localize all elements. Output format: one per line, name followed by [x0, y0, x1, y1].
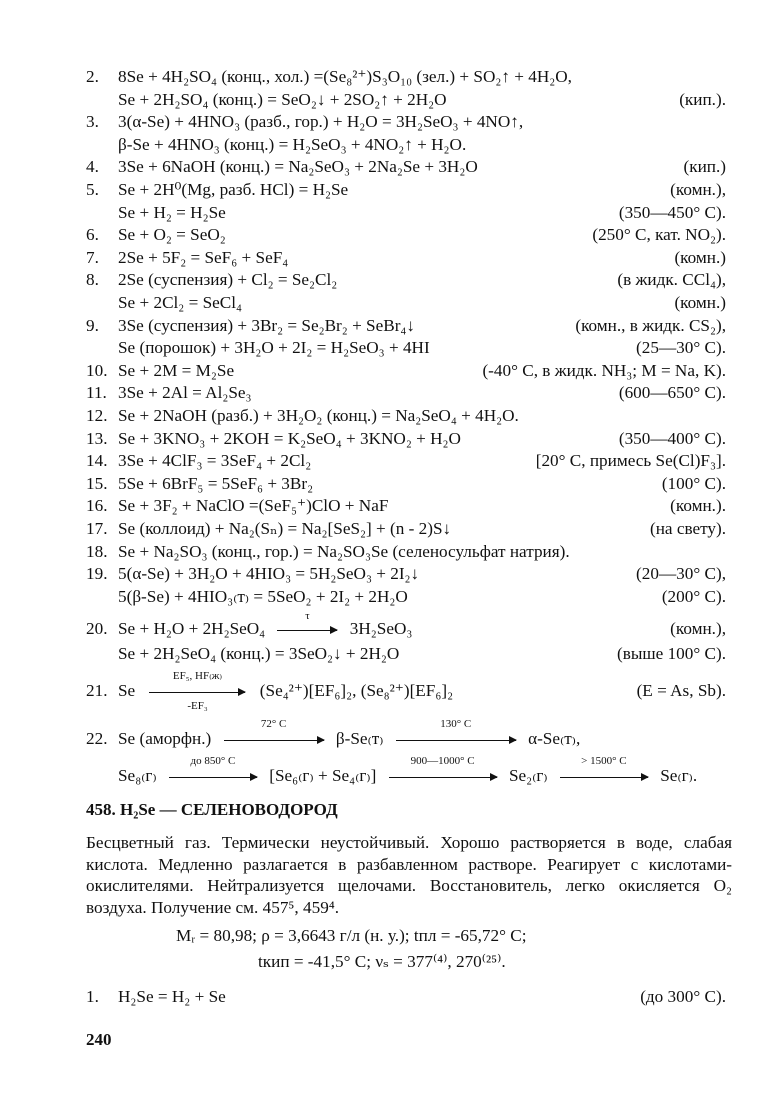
arrow-label-bottom: -EF₃: [187, 700, 208, 712]
reaction-equation: Se + 2NaOH (разб.) + 3H₂O₂ (конц.) = Na₂SeO₄ + 4H₂O.: [118, 406, 519, 425]
reaction-arrow: [275, 610, 339, 640]
reaction-condition: (600—650° C).: [618, 383, 726, 403]
reaction-line: [0, 156, 768, 178]
reaction-number: 16.: [86, 496, 108, 516]
arrow-label-top: EF₅, HF₍ж₎: [172, 670, 223, 682]
reaction-line: [0, 428, 768, 450]
reaction-number: 22.: [86, 729, 108, 748]
reaction-line: [0, 202, 768, 224]
constants-line-1: Mᵣ = 80,98; ρ = 3,6643 г/л (н. у.); tпл = -65,72° C;: [176, 926, 527, 945]
reaction-arrow: [222, 718, 326, 750]
reaction-21: [0, 670, 768, 712]
reaction-arrow: [558, 755, 650, 787]
species: Se₂₍г₎: [508, 766, 548, 785]
reaction-number: 17.: [86, 519, 108, 538]
reaction-number: 2.: [86, 67, 99, 86]
reaction-number: 1.: [86, 987, 99, 1006]
reaction-condition: (комн.).: [670, 496, 726, 516]
reaction-number: 6.: [86, 225, 99, 245]
reaction-number: 18.: [86, 541, 108, 561]
reaction-number: 11.: [86, 383, 107, 403]
reaction-line: [0, 269, 768, 291]
reaction-20-line2: [0, 643, 768, 665]
reaction-number: 4.: [86, 157, 99, 177]
arrow-label: > 1500° C: [581, 755, 627, 767]
products: 3H₂SeO₃: [349, 619, 413, 638]
reaction-arrow: [167, 755, 259, 787]
reaction-equation: Se (порошок) + 3H₂O + 2I₂ = H₂SeO₃ + 4HI: [118, 338, 430, 358]
reaction-equation: Se + 2Cl₂ = SeCl₄: [118, 293, 243, 312]
reaction-equation: H₂Se = H₂ + Se: [118, 987, 226, 1006]
reaction-condition: (до 300° C).: [640, 987, 726, 1006]
constants-line-2: tкип = -41,5° C; νₛ = 377⁽⁴⁾, 270⁽²⁵⁾.: [258, 952, 506, 971]
reaction-number: 3.: [86, 112, 99, 132]
reaction-equation: Se (коллоид) + Na₂(Sₙ) = Na₂[SeS₂] + (n - 2)S↓: [118, 519, 452, 538]
reaction-equation: Se + 3F₂ + NaClO =(SeF₅⁺)ClO + NaF: [118, 496, 389, 516]
reaction-number: 15.: [86, 473, 108, 493]
species: Se₈₍г₎: [118, 766, 157, 785]
reaction-condition: (250° C, кат. NO₂).: [592, 225, 726, 245]
reaction-number: 13.: [86, 428, 108, 448]
reaction-condition: (100° C).: [661, 473, 726, 493]
species: Se (аморфн.): [118, 729, 212, 748]
reaction-condition: (выше 100° C).: [617, 644, 726, 663]
reaction-number: 19.: [86, 564, 108, 584]
reaction-number: 5.: [86, 180, 99, 199]
reaction-line: [0, 224, 768, 246]
arrow-label: 900—1000° C: [410, 755, 475, 767]
reaction-condition: (350—450° C).: [618, 202, 726, 222]
reaction-condition: (комн.): [674, 247, 726, 267]
reaction-number: 12.: [86, 406, 108, 425]
reaction-arrow: [387, 755, 499, 787]
reaction-line: [0, 360, 768, 382]
reaction-equation: 2Se (суспензия) + Cl₂ = Se₂Cl₂: [118, 270, 338, 290]
h2se-reaction-1: [0, 986, 768, 1008]
reaction-line: [0, 179, 768, 201]
reaction-line: [0, 66, 768, 88]
reaction-20-line1: [0, 610, 768, 640]
reaction-equation: [118, 610, 413, 640]
reaction-number: 10.: [86, 360, 108, 380]
reaction-line: [0, 405, 768, 427]
reaction-line: [0, 247, 768, 269]
reaction-equation: 5Se + 6BrF₅ = 5SeF₆ + 3Br₂: [118, 473, 314, 493]
reaction-line: [0, 89, 768, 111]
reaction-equation: Se + 2H₂SeO₄ (конц.) = 3SeO₂↓ + 2H₂O: [118, 644, 400, 663]
reaction-condition: (комн.),: [670, 619, 726, 638]
reaction-condition: (комн., в жидк. CS₂),: [575, 315, 726, 335]
reaction-arrow: [147, 670, 247, 712]
reaction-condition: (в жидк. CCl₄),: [617, 270, 726, 290]
reaction-line: [0, 337, 768, 359]
reaction-condition: (комн.),: [670, 180, 726, 199]
reaction-equation: Se + 3KNO₃ + 2KOH = K₂SeO₄ + 3KNO₂ + H₂O: [118, 428, 461, 448]
reaction-equation: 5(α-Se) + 3H₂O + 4HIO₃ = 5H₂SeO₃ + 2I₂↓: [118, 564, 420, 584]
reaction-condition: (350—400° C).: [618, 428, 726, 448]
section-heading: 458. H₂Se — СЕЛЕНОВОДОРОД: [86, 800, 338, 819]
reaction-condition: (кип.).: [679, 89, 726, 109]
reaction-line: [0, 292, 768, 314]
reaction-line: [0, 563, 768, 585]
reaction-equation: Se + 2H₂SO₄ (конц.) = SeO₂↓ + 2SO₂↑ + 2H₂O: [118, 89, 447, 109]
reactants: Se + H₂O + 2H₂SeO₄: [118, 619, 266, 638]
page-number: 240: [86, 1030, 112, 1049]
reaction-condition: (на свету).: [649, 519, 726, 538]
reaction-equation: Se + 2M = M₂Se: [118, 360, 235, 380]
reaction-line: [0, 518, 768, 540]
species: Se₍г₎.: [660, 766, 698, 785]
reaction-equation: Se + 2H⁰(Mg, разб. HCl) = H₂Se: [118, 180, 349, 199]
section-description: Бесцветный газ. Термически неустойчивый. Хорошо растворяется в воде, слабая кислота. Медленно разлагается в разбавленном растворе. Реагирует с кислотами-окислителями. Нейтрализуется щелочами. Восстановитель, легко окисляется O₂ воздуха. Получение см. 457⁵, 459⁴.: [86, 833, 732, 917]
reaction-number: 14.: [86, 451, 108, 471]
arrow-label: до 850° C: [190, 755, 236, 767]
species: α-Se₍т₎,: [528, 729, 581, 748]
reaction-condition: (25—30° C).: [636, 338, 726, 358]
reaction-condition: (комн.): [674, 293, 726, 312]
reaction-line: [0, 382, 768, 404]
reaction-equation: 3(α-Se) + 4HNO₃ (разб., гор.) + H₂O = 3H₂SeO₃ + 4NO↑,: [118, 112, 524, 132]
reaction-equation: 5(β-Se) + 4HIO₃₍т₎ = 5SeO₂ + 2I₂ + 2H₂O: [118, 586, 408, 606]
reaction-line: [0, 473, 768, 495]
reaction-line: [0, 134, 768, 156]
reaction-number: 9.: [86, 315, 99, 335]
reaction-condition: (20—30° C),: [636, 564, 726, 584]
reaction-condition: (200° C).: [661, 586, 726, 606]
reaction-condition: [20° C, примесь Se(Cl)F₃].: [535, 451, 726, 471]
reaction-equation: [118, 718, 581, 750]
reaction-equation: 3Se + 6NaOH (конц.) = Na₂SeO₃ + 2Na₂Se + 3H₂O: [118, 157, 478, 177]
arrow-label: τ: [305, 610, 310, 622]
reaction-condition: (кип.): [683, 157, 726, 177]
products: (Se₄²⁺)[EF₆]₂, (Se₈²⁺)[EF₆]₂: [259, 681, 454, 700]
arrow-label: 72° C: [260, 718, 287, 730]
reaction-equation: Se + O₂ = SeO₂: [118, 225, 226, 245]
reaction-equation: [118, 670, 454, 712]
reaction-line: [0, 315, 768, 337]
reaction-number: 7.: [86, 247, 99, 267]
reaction-arrow: [394, 718, 518, 750]
reaction-number: 20.: [86, 619, 108, 638]
reaction-line: [0, 586, 768, 608]
reaction-equation: 3Se + 4ClF₃ = 3SeF₄ + 2Cl₂: [118, 451, 312, 471]
reaction-condition: (E = As, Sb).: [636, 681, 726, 700]
reaction-22-line2: [0, 755, 768, 787]
reaction-equation: Se + H₂ = H₂Se: [118, 202, 226, 222]
reaction-equation: 8Se + 4H₂SO₄ (конц., хол.) =(Se₈²⁺)S₃O₁₀ (зел.) + SO₂↑ + 4H₂O,: [118, 67, 572, 86]
reaction-equation: 2Se + 5F₂ = SeF₆ + SeF₄: [118, 247, 289, 267]
reaction-equation: Se + Na₂SO₃ (конц., гор.) = Na₂SO₃Se (селеносульфат натрия).: [118, 541, 570, 561]
reaction-22-line1: [0, 718, 768, 750]
reaction-condition: (-40° C, в жидк. NH₃; M = Na, K).: [482, 360, 726, 380]
reaction-equation: β-Se + 4HNO₃ (конц.) = H₂SeO₃ + 4NO₂↑ + H₂O.: [118, 134, 467, 154]
reaction-line: [0, 541, 768, 563]
species: [Se₆₍г₎ + Se₄₍г₎]: [269, 766, 377, 785]
reactants: Se: [118, 681, 136, 700]
reaction-equation: [118, 755, 698, 787]
reaction-line: [0, 111, 768, 133]
reaction-line: [0, 450, 768, 472]
species: β-Se₍т₎: [335, 729, 384, 748]
reaction-number: 21.: [86, 681, 108, 700]
reaction-number: 8.: [86, 270, 99, 290]
reaction-equation: 3Se (суспензия) + 3Br₂ = Se₂Br₂ + SeBr₄↓: [118, 315, 416, 335]
reaction-equation: 3Se + 2Al = Al₂Se₃: [118, 383, 252, 403]
arrow-label: 130° C: [440, 718, 472, 730]
reaction-line: [0, 495, 768, 517]
